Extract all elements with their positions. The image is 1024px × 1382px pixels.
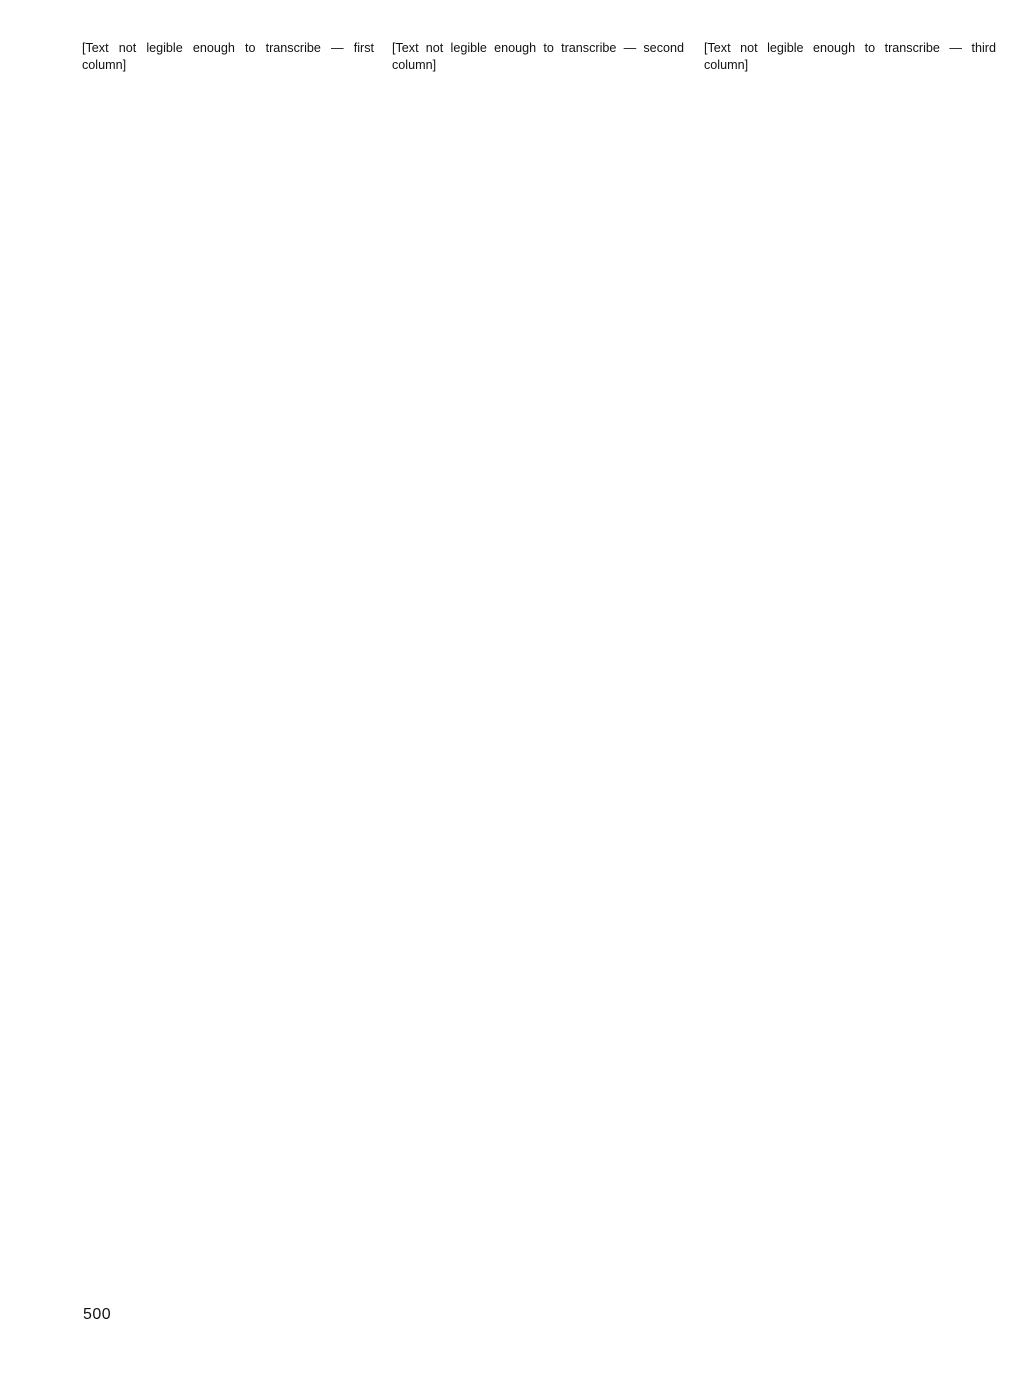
text-column-3 (704, 40, 996, 1330)
paragraph: [Text not legible enough to transcribe — second column] (392, 41, 684, 73)
paragraph: [Text not legible enough to transcribe — first column] (82, 41, 374, 73)
page-number: 500 (83, 1306, 112, 1323)
text-column-2 (392, 40, 684, 1330)
text-column-1 (82, 40, 374, 1330)
paragraph: [Text not legible enough to transcribe — third column] (704, 41, 996, 73)
